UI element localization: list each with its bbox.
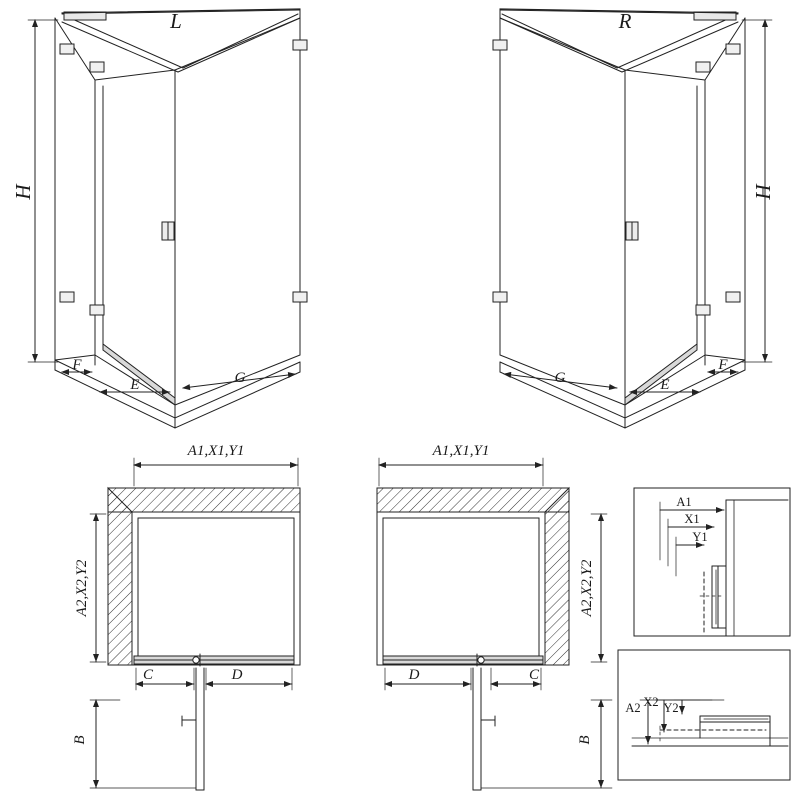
- label-g-right: G: [554, 370, 566, 386]
- label-f-right: F: [718, 357, 728, 373]
- label-detail-a2: A2: [625, 701, 641, 715]
- label-detail-x1: X1: [684, 512, 700, 526]
- label-detail-y2: Y2: [663, 701, 679, 715]
- label-plan-left-side-dim: A2,X2,Y2: [74, 559, 90, 617]
- label-height-left: H: [11, 184, 35, 200]
- label-e-right: E: [660, 377, 670, 393]
- label-detail-a1: A1: [676, 495, 692, 509]
- label-f-left: F: [72, 357, 82, 373]
- label-plan-right-top-dim: A1,X1,Y1: [432, 443, 490, 459]
- label-c-left: C: [142, 667, 154, 683]
- label-d-right: D: [408, 667, 420, 683]
- label-detail-x2: X2: [643, 695, 659, 709]
- view-left-plan: [90, 458, 300, 790]
- label-detail-y1: Y1: [692, 530, 708, 544]
- detail-vertical-dimensions: [618, 650, 790, 780]
- label-height-right: H: [751, 184, 775, 200]
- label-plan-right-side-dim: A2,X2,Y2: [579, 559, 595, 617]
- label-b-left: B: [72, 735, 88, 745]
- label-g-left: G: [234, 370, 246, 386]
- label-view-right-title: R: [618, 9, 632, 33]
- view-right-perspective: [493, 9, 772, 428]
- view-left-perspective: [28, 9, 307, 428]
- label-c-right: C: [528, 667, 540, 683]
- label-view-left-title: L: [170, 9, 182, 33]
- label-d-left: D: [231, 667, 243, 683]
- label-b-right: B: [577, 735, 593, 745]
- detail-horizontal-dimensions: [634, 488, 790, 636]
- label-e-left: E: [130, 377, 140, 393]
- label-plan-left-top-dim: A1,X1,Y1: [187, 443, 245, 459]
